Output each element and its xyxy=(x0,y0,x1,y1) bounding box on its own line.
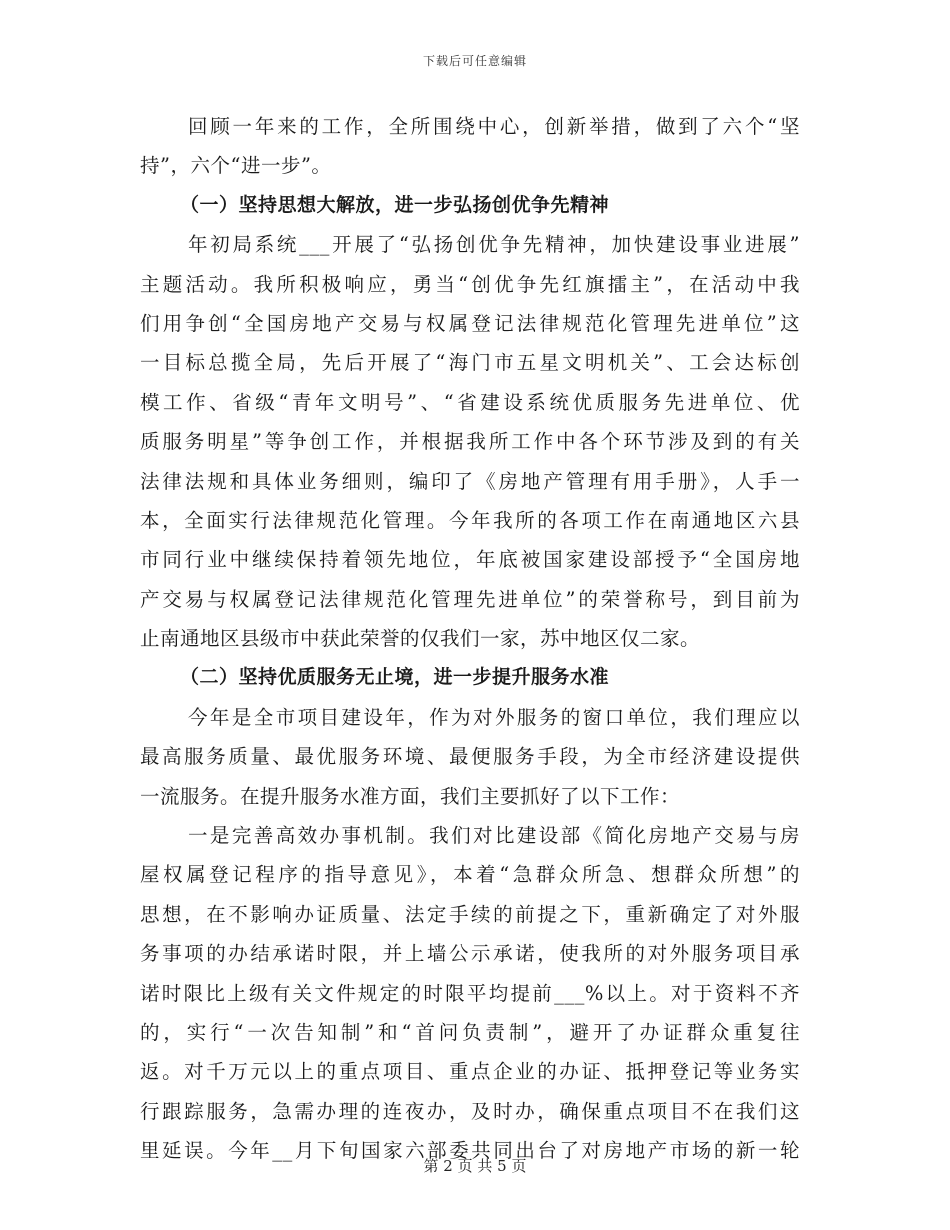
paragraph-line: 们用争创“全国房地产交易与权属登记法律规范化管理先进单位”这 xyxy=(140,311,800,335)
document-body xyxy=(140,107,800,1171)
paragraph-line: 主题活动。我所积极响应，勇当“创优争先红旗擂主”，在活动中我 xyxy=(140,272,800,296)
page-footer: 第 2 页 共 5 页 xyxy=(423,1157,527,1175)
paragraph-line: 市同行业中继续保持着领先地位，年底被国家建设部授予“全国房地 xyxy=(140,548,800,572)
paragraph-line: 持”，六个“进一步”。 xyxy=(140,154,332,178)
paragraph-line: 止南通地区县级市中获此荣誉的仅我们一家，苏中地区仅二家。 xyxy=(140,627,701,651)
paragraph-line: 行跟踪服务，急需办理的连夜办，及时办，确保重点项目不在我们这 xyxy=(140,1099,800,1123)
paragraph-line: 本，全面实行法律规范化管理。今年我所的各项工作在南通地区六县 xyxy=(140,508,800,532)
page-header: 下载后可任意编辑 xyxy=(422,54,527,68)
section-heading: （二）坚持优质服务无止境，进一步提升服务水准 xyxy=(180,666,610,689)
paragraph-line: 最高服务质量、最优服务环境、最便服务手段，为全市经济建设提供 xyxy=(140,745,800,769)
paragraph-line: 思想，在不影响办证质量、法定手续的前提之下，重新确定了对外服 xyxy=(140,902,800,926)
paragraph-line: 法律法规和具体业务细则，编印了《房地产管理有用手册》，人手一 xyxy=(140,469,800,493)
paragraph-line: 诺时限比上级有关文件规定的时限平均提前___%以上。对于资料不齐 xyxy=(140,981,800,1005)
paragraph-line: 屋权属登记程序的指导意见》，本着“急群众所急、想群众所想”的 xyxy=(140,863,800,887)
paragraph-line: 里延误。今年__月下旬国家六部委共同出台了对房地产市场的新一轮 xyxy=(140,1139,800,1163)
paragraph-line: 一是完善高效办事机制。我们对比建设部《简化房地产交易与房 xyxy=(188,824,800,848)
paragraph-line: 返。对千万元以上的重点项目、重点企业的办证、抵押登记等业务实 xyxy=(140,1060,800,1084)
paragraph-line: 一目标总揽全局，先后开展了“海门市五星文明机关”、工会达标创 xyxy=(140,351,800,375)
paragraph-line: 模工作、省级“青年文明号”、“省建设系统优质服务先进单位、优 xyxy=(140,390,800,414)
section-heading: （一）坚持思想大解放，进一步弘扬创优争先精神 xyxy=(180,193,610,216)
paragraph-line: 质服务明星”等争创工作，并根据我所工作中各个环节涉及到的有关 xyxy=(140,430,800,454)
paragraph-line: 年初局系统___开展了“弘扬创优争先精神，加快建设事业进展” xyxy=(188,233,800,257)
paragraph-line: 回顾一年来的工作，全所围绕中心，创新举措，做到了六个“坚 xyxy=(188,115,800,138)
paragraph-line: 一流服务。在提升服务水准方面，我们主要抓好了以下工作： xyxy=(140,784,681,808)
paragraph-line: 今年是全市项目建设年，作为对外服务的窗口单位，我们理应以 xyxy=(188,705,800,729)
paragraph-line: 产交易与权属登记法律规范化管理先进单位”的荣誉称号，到目前为 xyxy=(140,587,800,611)
paragraph-line: 务事项的办结承诺时限，并上墙公示承诺，使我所的对外服务项目承 xyxy=(140,942,800,966)
paragraph-line: 的，实行“一次告知制”和“首问负责制”，避开了办证群众重复往 xyxy=(140,1020,800,1044)
